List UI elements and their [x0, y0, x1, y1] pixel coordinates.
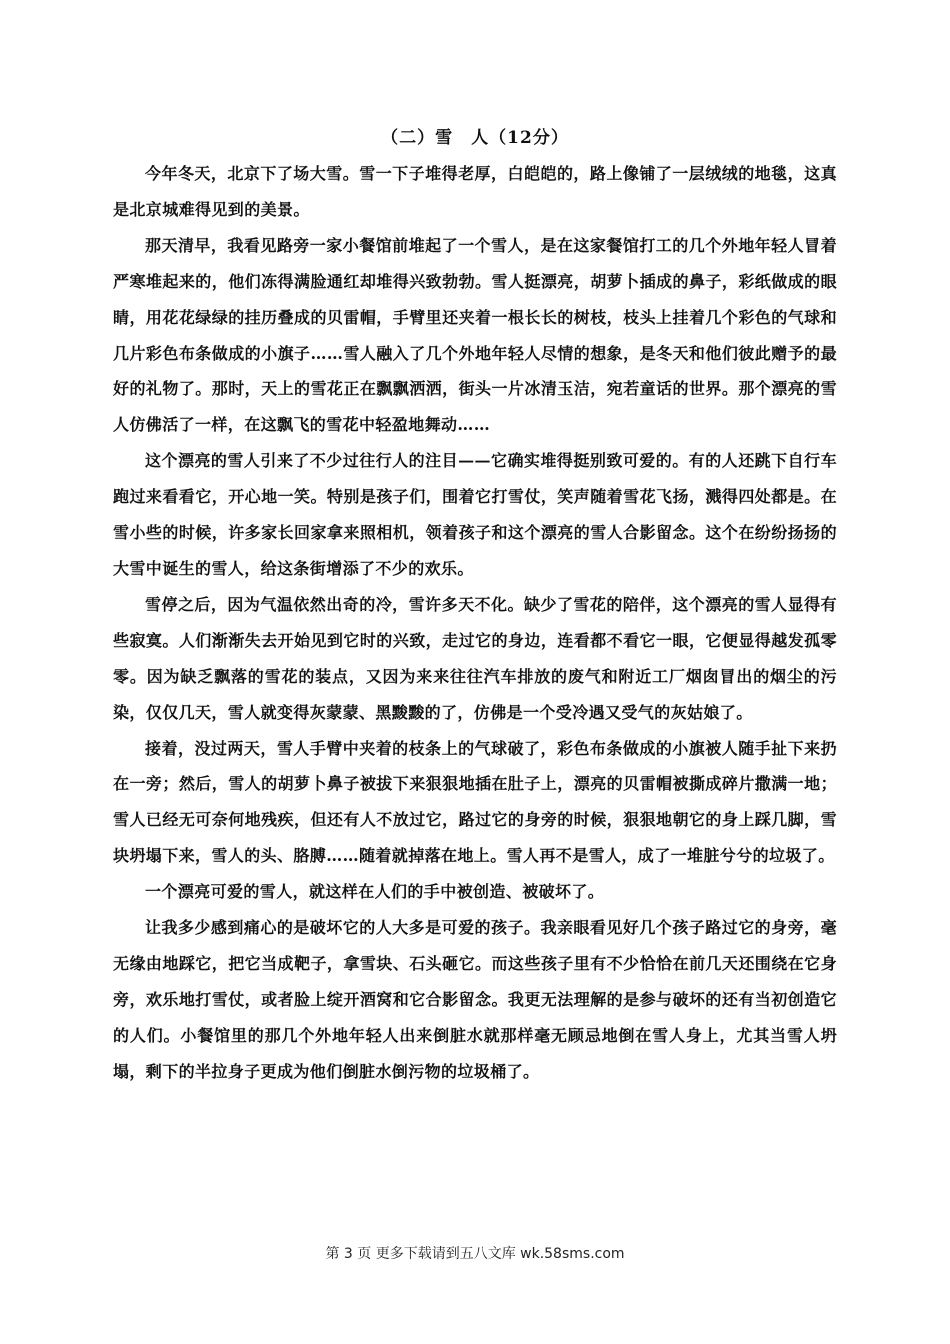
article-body — [113, 156, 837, 1090]
paragraph: 那天清早，我看见路旁一家小餐馆前堆起了一个雪人，是在这家餐馆打工的几个外地年轻人冒着严寒堆起来的，他们冻得满脸通红却堆得兴致勃勃。雪人挺漂亮，胡萝卜插成的鼻子，彩纸做成的眼睛，用花花绿绿的挂历叠成的贝雷帽，手臂里还夹着一根长长的树枝，枝头上挂着几个彩色的气球和几片彩色布条做成的小旗子……雪人融入了几个外地年轻人尽情的想象，是冬天和他们彼此赠予的最好的礼物了。那时，天上的雪花正在飘飘洒洒，街头一片冰清玉洁，宛若童话的世界。那个漂亮的雪人仿佛活了一样，在这飘飞的雪花中轻盈地舞动…… — [113, 235, 837, 435]
section-title: （二）雪 人（12分） — [381, 128, 569, 148]
paragraph: 这个漂亮的雪人引来了不少过往行人的注目——它确实堆得挺别致可爱的。有的人还跳下自行车跑过来看看它，开心地一笑。特别是孩子们，围着它打雪仗，笑声随着雪花飞扬，溅得四处都是。在雪小些的时候，许多家长回家拿来照相机，领着孩子和这个漂亮的雪人合影留念。这个在纷纷扬扬的大雪中诞生的雪人，给这条街增添了不少的欢乐。 — [113, 451, 837, 578]
paragraph: 接着，没过两天，雪人手臂中夹着的枝条上的气球破了，彩色布条做成的小旗被人随手扯下来扔在一旁；然后，雪人的胡萝卜鼻子被拔下来狠狠地插在肚子上，漂亮的贝雷帽被撕成碎片撒满一地；雪人已经无可奈何地残疾，但还有人不放过它，路过它的身旁的时候，狠狠地朝它的身上踩几脚，雪块坍塌下来，雪人的头、胳膊……随着就掉落在地上。雪人再不是雪人，成了一堆脏兮兮的垃圾了。 — [113, 738, 837, 866]
page-footer: 第 3 页 更多下载请到五八文库 wk.58sms.com — [325, 1246, 625, 1262]
paragraph: 一个漂亮可爱的雪人，就这样在人们的手中被创造、被破坏了。 — [145, 882, 605, 902]
paragraph: 今年冬天，北京下了场大雪。雪一下子堆得老厚，白皑皑的，路上像铺了一层绒绒的地毯，这真是北京城难得见到的美景。 — [113, 164, 837, 219]
paragraph: 让我多少感到痛心的是破坏它的人大多是可爱的孩子。我亲眼看见好几个孩子路过它的身旁，毫无缘由地踩它，把它当成靶子，拿雪块、石头砸它。而这些孩子里有不少恰恰在前几天还围绕在它身旁，欢乐地打雪仗，或者脸上绽开酒窝和它合影留念。我更无法理解的是参与破坏的还有当初创造它的人们。小餐馆里的那几个外地年轻人出来倒脏水就那样毫无顾忌地倒在雪人身上，尤其当雪人坍塌，剩下的半拉身子更成为他们倒脏水倒污物的垃圾桶了。 — [113, 918, 837, 1081]
paragraph: 雪停之后，因为气温依然出奇的冷，雪许多天不化。缺少了雪花的陪伴，这个漂亮的雪人显得有些寂寞。人们渐渐失去开始见到它时的兴致，走过它的身边，连看都不看它一眼，它便显得越发孤零零。因为缺乏飘落的雪花的装点，又因为来来往往汽车排放的废气和附近工厂烟囱冒出的烟尘的污染，仅仅几天，雪人就变得灰蒙蒙、黑黢黢的了，仿佛是一个受冷遇又受气的灰姑娘了。 — [113, 594, 837, 722]
